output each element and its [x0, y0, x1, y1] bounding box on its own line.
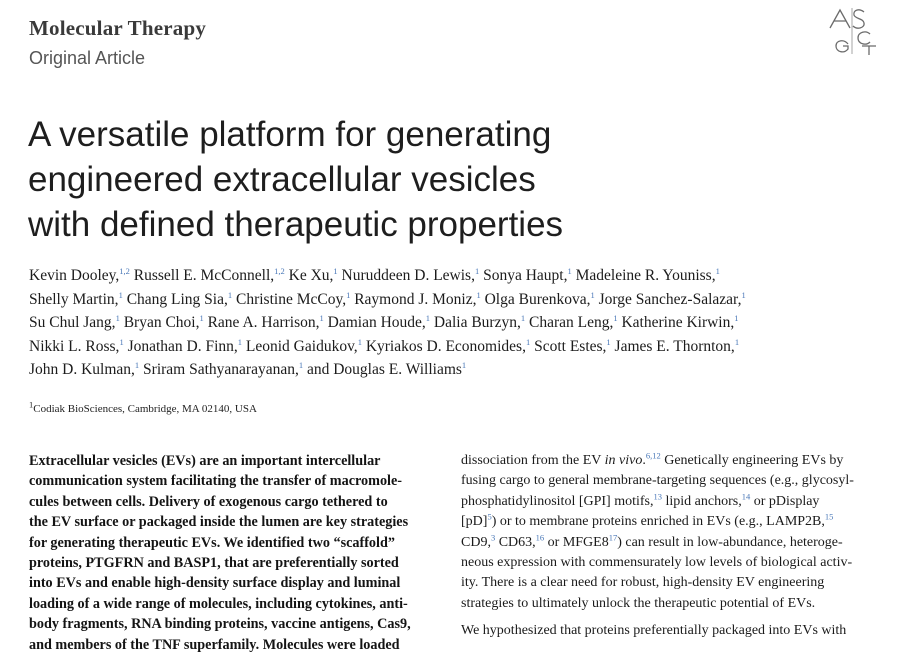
abstract: [29, 451, 439, 655]
author-affiliation-marker: 1: [715, 265, 720, 276]
author-name: Charan Leng,: [528, 314, 614, 332]
asgct-logo: [826, 6, 878, 56]
body-text-run: CD9,: [461, 534, 491, 550]
author-affiliation-marker: 1: [319, 313, 324, 324]
author-name: Scott Estes,: [534, 337, 607, 355]
abstract-line: Extracellular vesicles (EVs) are an important intercellular: [29, 453, 381, 469]
title-line: engineered extracellular vesicles: [28, 160, 536, 199]
body-text-run: Genetically engineering EVs by: [660, 453, 844, 468]
author-name: Jonathan D. Finn,: [127, 337, 238, 355]
abstract-line: for generating therapeutic EVs. We identified two “scaffold”: [29, 534, 395, 551]
body-text-run: [pD]: [461, 514, 488, 530]
author-name: Ke Xu,: [288, 267, 334, 284]
author-name: Christine McCoy,: [236, 290, 347, 308]
author-name: Shelly Martin,: [29, 290, 119, 308]
body-text-run: phosphatidylinositol [GPI] motifs,: [461, 493, 654, 509]
author-affiliation-marker: 1,2: [119, 265, 130, 276]
abstract-line: body fragments, RNA binding proteins, vaccine antigens, Cas9,: [29, 616, 411, 633]
body-line: [461, 512, 873, 532]
author-name: Nuruddeen D. Lewis,: [341, 267, 475, 284]
author-name: Chang Ling Sia,: [126, 290, 228, 308]
abstract-line: proteins, PTGFRN and BASP1, that are preferentially sorted: [29, 555, 399, 572]
body-text-run: lipid anchors,: [662, 493, 742, 509]
author-affiliation-marker: 1: [425, 313, 431, 324]
journal-name: Molecular Therapy: [29, 16, 207, 40]
author-name: Su Chul Jang,: [29, 314, 116, 332]
body-text: [461, 450, 873, 638]
author-affiliation-marker: 1: [118, 289, 123, 300]
author-affiliation-marker: 1: [590, 289, 595, 300]
body-text-run: CD63,: [495, 534, 536, 550]
author-affiliation-marker: 1: [734, 336, 740, 347]
body-text-run: or pDisplay: [750, 493, 820, 509]
abstract-line: loading of a wide range of molecules, including cytokines, anti-: [29, 595, 408, 612]
author-name: Rane A. Harrison,: [207, 314, 320, 332]
author-name: Kyriakos D. Economides,: [365, 337, 526, 355]
reference-marker[interactable]: 17: [608, 531, 618, 542]
author-affiliation-marker: 1: [741, 289, 746, 300]
title-line: with defined therapeutic properties: [28, 205, 564, 244]
italic-text: in vivo: [604, 453, 643, 468]
body-line: [461, 471, 873, 491]
author-affiliation-marker: 1: [333, 265, 338, 276]
abstract-line: into EVs and enable high-density surface display and luminal: [29, 575, 401, 592]
abstract-line: communication system facilitating the transfer of macromole-: [29, 473, 402, 490]
author-name: Raymond J. Moniz,: [354, 290, 477, 308]
reference-marker[interactable]: 15: [824, 511, 834, 522]
reference-marker[interactable]: 14: [741, 491, 751, 502]
affiliation: [29, 399, 257, 415]
body-paragraph-2: We hypothesized that proteins preferentially packaged into EVs with: [461, 623, 847, 638]
author-name: Sriram Sathyanarayanan,: [143, 361, 299, 379]
author-name: Damian Houde,: [327, 314, 426, 332]
author-affiliation-marker: 1: [606, 336, 611, 347]
abstract-line: the EV surface or packaged inside the lumen are key strategies: [29, 514, 409, 531]
author-affiliation-marker: 1: [199, 313, 204, 324]
author-name: Sonya Haupt,: [483, 267, 568, 284]
author-name: John D. Kulman,: [29, 361, 135, 379]
body-text-run: dissociation from the EV: [461, 453, 605, 468]
reference-marker[interactable]: 13: [653, 491, 662, 502]
body-text-run: ) can result in low-abundance, heteroge-: [617, 534, 843, 550]
body-text-run: neous expression with commensurately low levels of biological activ-: [461, 555, 853, 571]
body-text-run: or MFGE8: [544, 534, 609, 550]
author-name: Russell E. McConnell,: [133, 267, 275, 284]
body-line: [461, 492, 873, 512]
author-line: [29, 335, 879, 359]
affiliation-marker: 1: [29, 399, 34, 410]
author-line: [29, 288, 879, 312]
author-name: James E. Thornton,: [614, 337, 735, 355]
author-affiliation-marker: 1: [119, 336, 124, 347]
title-line: A versatile platform for generating: [28, 115, 552, 154]
author-affiliation-marker: 1: [346, 289, 351, 300]
author-name: and Douglas E. Williams: [306, 361, 462, 379]
author-affiliation-marker: 1: [357, 336, 362, 347]
author-affiliation-marker: 1: [474, 265, 480, 276]
author-affiliation-marker: 1,2: [274, 265, 285, 276]
author-affiliation-marker: 1: [567, 265, 572, 276]
author-line: [29, 358, 879, 382]
body-text-run: ) or to membrane proteins enriched in EVs (e.g., LAMP2B,: [491, 514, 825, 530]
author-name: Madeleine R. Youniss,: [575, 267, 716, 284]
body-text-run: fusing cargo to general membrane-targeting sequences (e.g., glycosyl-: [461, 473, 854, 489]
author-name: Katherine Kirwin,: [621, 314, 735, 332]
author-affiliation-marker: 1: [520, 313, 526, 324]
body-line: [461, 533, 873, 553]
body-line: [461, 594, 873, 614]
reference-marker[interactable]: 16: [535, 531, 545, 542]
author-name: Jorge Sanchez-Salazar,: [598, 290, 742, 308]
body-text-run: strategies to ultimately unlock the therapeutic potential of EVs.: [461, 595, 816, 611]
author-affiliation-marker: 1: [298, 360, 304, 371]
reference-marker[interactable]: 6,12: [645, 450, 661, 461]
affiliation-text: Codiak BioSciences, Cambridge, MA 02140, USA: [33, 403, 257, 415]
author-line: [29, 264, 879, 288]
article-title: [28, 112, 788, 247]
author-line: [29, 311, 879, 335]
author-affiliation-marker: 1: [237, 336, 243, 347]
author-affiliation-marker: 1: [134, 360, 140, 371]
author-name: Dalia Burzyn,: [433, 314, 521, 332]
author-affiliation-marker: 1: [734, 313, 739, 324]
article-type: Original Article: [29, 48, 146, 68]
reference-marker[interactable]: 3: [490, 531, 496, 542]
author-list: [29, 264, 879, 382]
author-affiliation-marker: 1: [613, 313, 618, 324]
author-affiliation-marker: 1: [525, 336, 531, 347]
body-text-run: .: [642, 453, 646, 468]
abstract-line: cules between cells. Delivery of exogenous cargo tethered to: [29, 493, 388, 510]
author-name: Bryan Choi,: [123, 314, 200, 332]
author-name: Leonid Gaidukov,: [245, 337, 358, 355]
author-affiliation-marker: 1: [227, 289, 233, 300]
author-affiliation-marker: 1: [476, 289, 481, 300]
body-line: [461, 553, 873, 573]
author-name: Kevin Dooley,: [29, 267, 120, 284]
body-line: [461, 451, 873, 471]
body-line: [461, 573, 873, 593]
author-name: Nikki L. Ross,: [29, 337, 120, 355]
reference-marker[interactable]: 5: [487, 511, 492, 522]
author-affiliation-marker: 1: [461, 360, 467, 371]
author-affiliation-marker: 1: [115, 313, 120, 324]
author-name: Olga Burenkova,: [484, 290, 591, 308]
body-text-run: ity. There is a clear need for robust, high-density EV engineering: [461, 575, 825, 591]
abstract-line: and members of the TNF superfamily. Molecules were loaded: [29, 636, 400, 653]
